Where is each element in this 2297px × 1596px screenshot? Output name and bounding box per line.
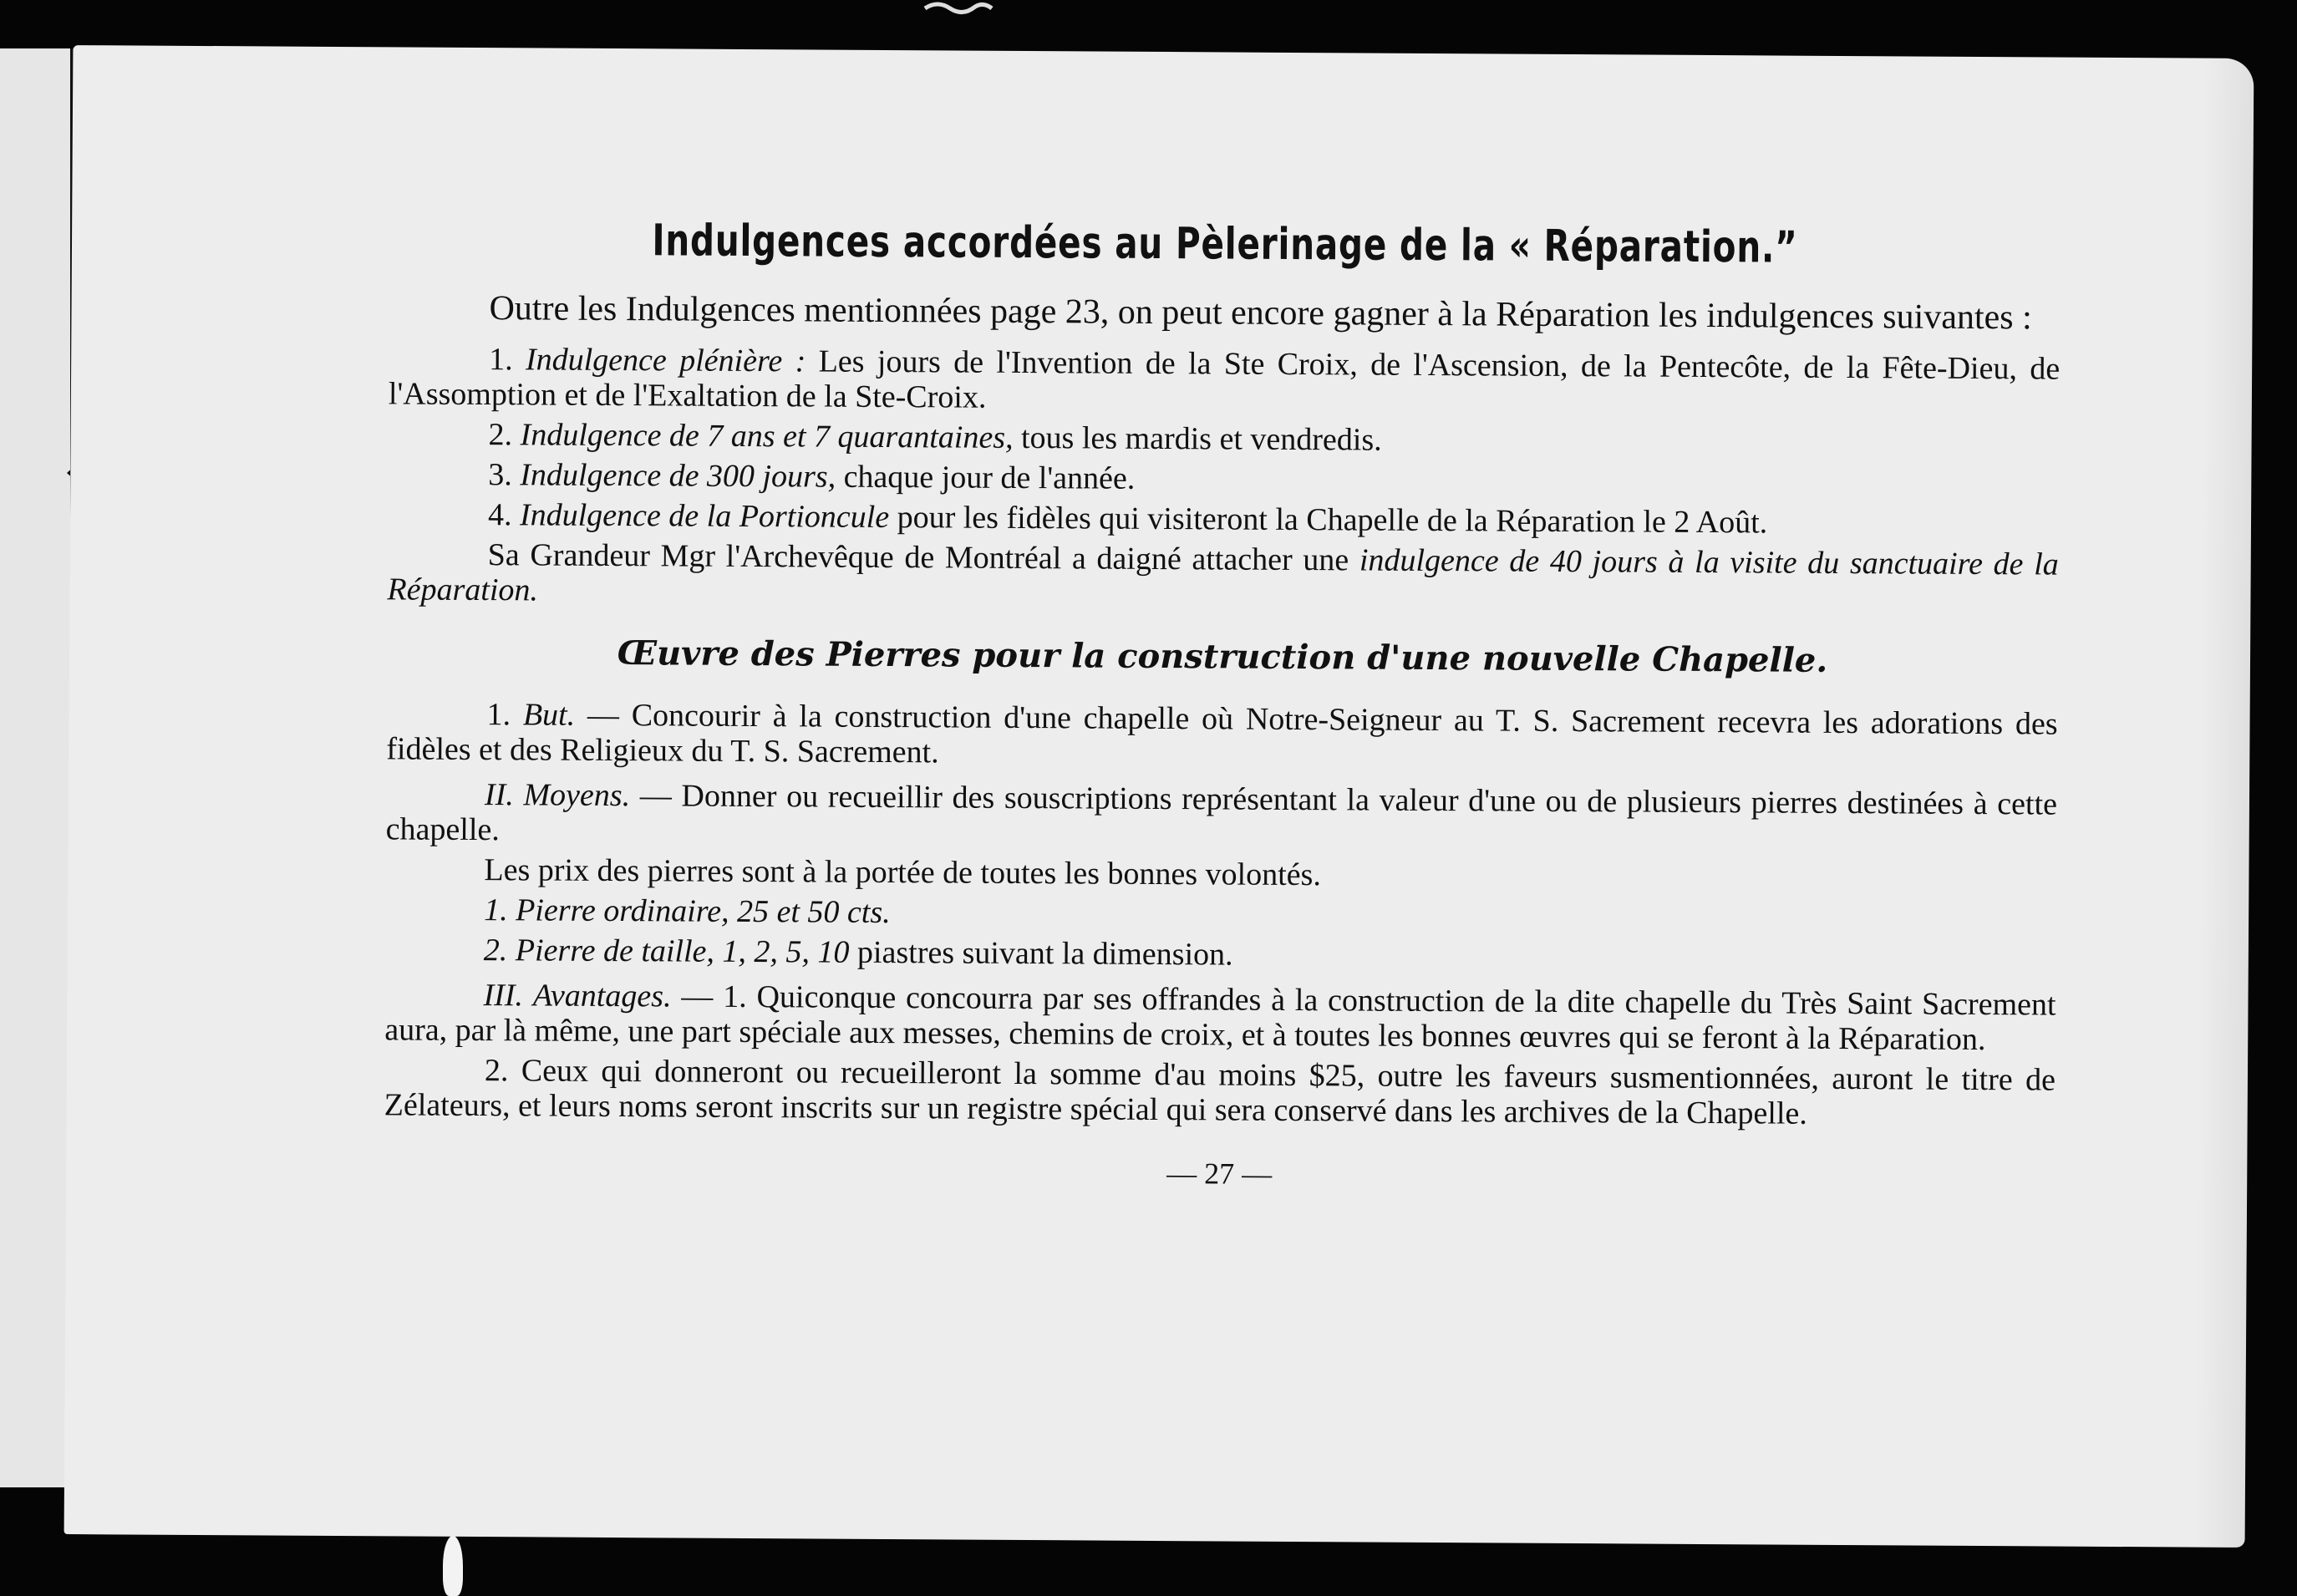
item-number: 4. [487, 497, 512, 533]
item-text: tous les mardis et vendredis. [1020, 419, 1382, 458]
page-number: — 27 — [1166, 1156, 1273, 1191]
archeveque-paragraph [387, 536, 2058, 617]
pierre-italic: Pierre ordinaire, 25 et 50 cts. [516, 892, 891, 931]
avantages-label: Avantages. [532, 978, 672, 1014]
avantages-paragraph [384, 977, 2056, 1057]
item-number: 1. [489, 342, 513, 378]
item-label: Indulgence de la Portioncule [519, 497, 890, 536]
pierre-text: piastres suivant la dimension. [856, 934, 1233, 973]
but-label: But. [522, 697, 576, 733]
item-label: Indulgence de 300 jours, [520, 457, 836, 495]
clip-icon [921, 0, 996, 17]
section-title: Œuvre des Pierres pour la construction d'une nouvelle Chapelle. [617, 633, 1828, 680]
item-number: 2. [488, 417, 513, 453]
but-text: — Concourir à la construction d'une chapelle où Notre-Seigneur au T. S. Sacrement recevra les adorations des fidèles et des Religieux du T. S. Sacrement. [386, 697, 2058, 770]
page-tab-mark [443, 1536, 463, 1596]
item-text: pour les fidèles qui visiteront la Chapelle de la Réparation le 2 Août. [897, 500, 1768, 541]
zelateurs-paragraph: 2. Ceux qui donneront ou recueilleront la somme d'au moins $25, outre les faveurs susmentionnées, auront le titre de Zélateurs, et leurs noms seront inscrits sur un registre spécial qui sera conservé dans les archives de la Chapelle. [384, 1053, 2056, 1131]
pierre-number: 2. [483, 933, 508, 968]
moyens-label: Moyens. [523, 777, 631, 814]
indulgence-item [389, 341, 2060, 421]
item-text: Les jours de l'Invention de la Ste Croix, de l'Ascension, de la Pentecôte, de la Fête-Dieu, de l'Assomption et de l'Exaltation de la Ste-Croix. [388, 343, 2061, 415]
pierre-item [385, 932, 2056, 977]
avantages-text: — 1. Quiconque concourra par ses offrandes à la construction de la dite chapelle du Très Saint Sacrement aura, par là même, une part spéciale aux messes, chemins de croix, et à toutes les bonnes œuvres qui se feront à la Réparation. [384, 978, 2056, 1058]
moyens-number: II. [484, 777, 514, 813]
archeveque-text: Sa Grandeur Mgr l'Archevêque de Montréal a daigné attacher une [487, 537, 1349, 578]
but-paragraph [386, 696, 2057, 776]
page-title: Indulgences accordées au Pèlerinage de la « Réparation.” [652, 216, 1798, 273]
indulgence-item [389, 416, 2060, 461]
page-content [384, 214, 2061, 1196]
pierre-italic: Pierre de taille, 1, 2, 5, 10 [515, 933, 850, 970]
facing-page-edge [0, 48, 70, 1487]
but-number: 1. [486, 697, 511, 733]
indulgence-item [388, 496, 2059, 541]
pierre-item [385, 892, 2056, 937]
prix-paragraph: Les prix des pierres sont à la portée de toutes les bonnes volontés. [484, 852, 1322, 893]
archeveque-italic: indulgence de 40 jours à la visite du sanctuaire de la Réparation. [387, 542, 2059, 608]
indulgence-item [388, 456, 2059, 501]
document-page [64, 45, 2254, 1548]
intro-paragraph: Outre les Indulgences mentionnées page 23, on peut encore gagner à la Réparation les indulgences suivantes : [489, 289, 2032, 338]
item-label: Indulgence de 7 ans et 7 quarantaines, [520, 417, 1014, 455]
moyens-paragraph [386, 776, 2057, 856]
item-label: Indulgence plénière : [525, 342, 806, 379]
moyens-text: — Donner ou recueillir des souscriptions représentant la valeur d'une ou de plusieurs pierres destinées à cette chapelle. [385, 778, 2058, 848]
pierre-number: 1. [484, 892, 508, 928]
avantages-number: III. [483, 978, 524, 1014]
item-text: chaque jour de l'année. [843, 459, 1136, 496]
item-number: 3. [488, 457, 512, 493]
